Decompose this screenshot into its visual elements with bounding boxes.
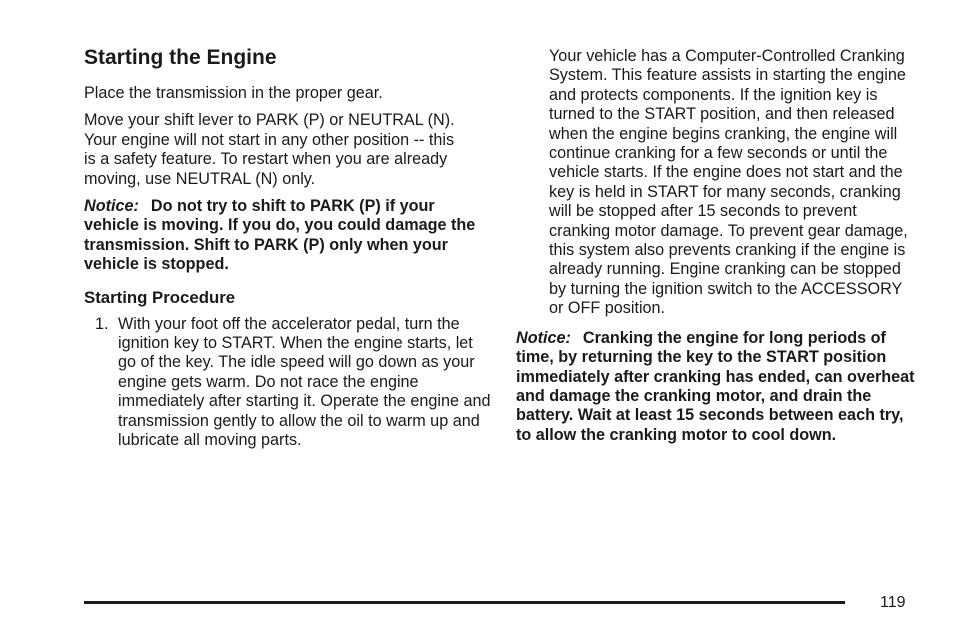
subheading: Starting Procedure: [84, 287, 236, 307]
page-number: 119: [880, 594, 906, 611]
right-column: [516, 47, 926, 445]
list-item: [84, 315, 494, 451]
step-text: With your foot off the accelerator pedal, turn the ignition key to START. When the engine starts, let go of the key. The idle speed will go down as your engine gets warm. Do not race the engine immediately after starting it. Operate the engine and transmission gently to allow the oil to warm up and lubricate all moving parts.: [118, 314, 491, 450]
notice-label: Notice:: [516, 328, 571, 347]
shift-lever-paragraph: Move your shift lever to PARK (P) or NEUTRAL (N). Your engine will not start in any other position -- this is a safety feature. To restart when you are already moving, use NEUTRAL (N) only.: [84, 111, 455, 188]
section-title: Starting the Engine: [84, 46, 277, 69]
cranking-system-paragraph: Your vehicle has a Computer-Controlled Cranking System. This feature assists in starting the engine and protects components. If the ignition key is turned to the START position, and then released when the engine begins cranking, the engine will continue cranking for a few seconds or until the vehicle starts. If the engine does not start and the key is held in START for many seconds, cranking will be stopped after 15 seconds to prevent cranking motor damage. To prevent gear damage, this system also prevents cranking if the engine is already running. Engine cranking can be stopped by turning the ignition switch to the ACCESSORY or OFF position.: [549, 47, 908, 318]
footer-rule: [84, 601, 845, 604]
notice-text: Do not try to shift to PARK (P) if your vehicle is moving. If you do, you could damage the transmission. Shift to PARK (P) only when your vehicle is stopped.: [84, 197, 476, 274]
cranking-notice-paragraph: [516, 329, 918, 445]
notice-paragraph: [84, 197, 484, 275]
step-number: 1.: [95, 314, 109, 333]
left-column: [84, 44, 494, 451]
notice-text: Cranking the engine for long periods of time, by returning the key to the START position immediately after cranking has ended, can overheat and damage the cranking motor, and drain the battery. Wait at least 15 seconds between each try, to allow the cranking motor to cool down.: [516, 328, 915, 444]
notice-label: Notice:: [84, 197, 139, 216]
intro-paragraph: Place the transmission in the proper gear.: [84, 84, 383, 102]
